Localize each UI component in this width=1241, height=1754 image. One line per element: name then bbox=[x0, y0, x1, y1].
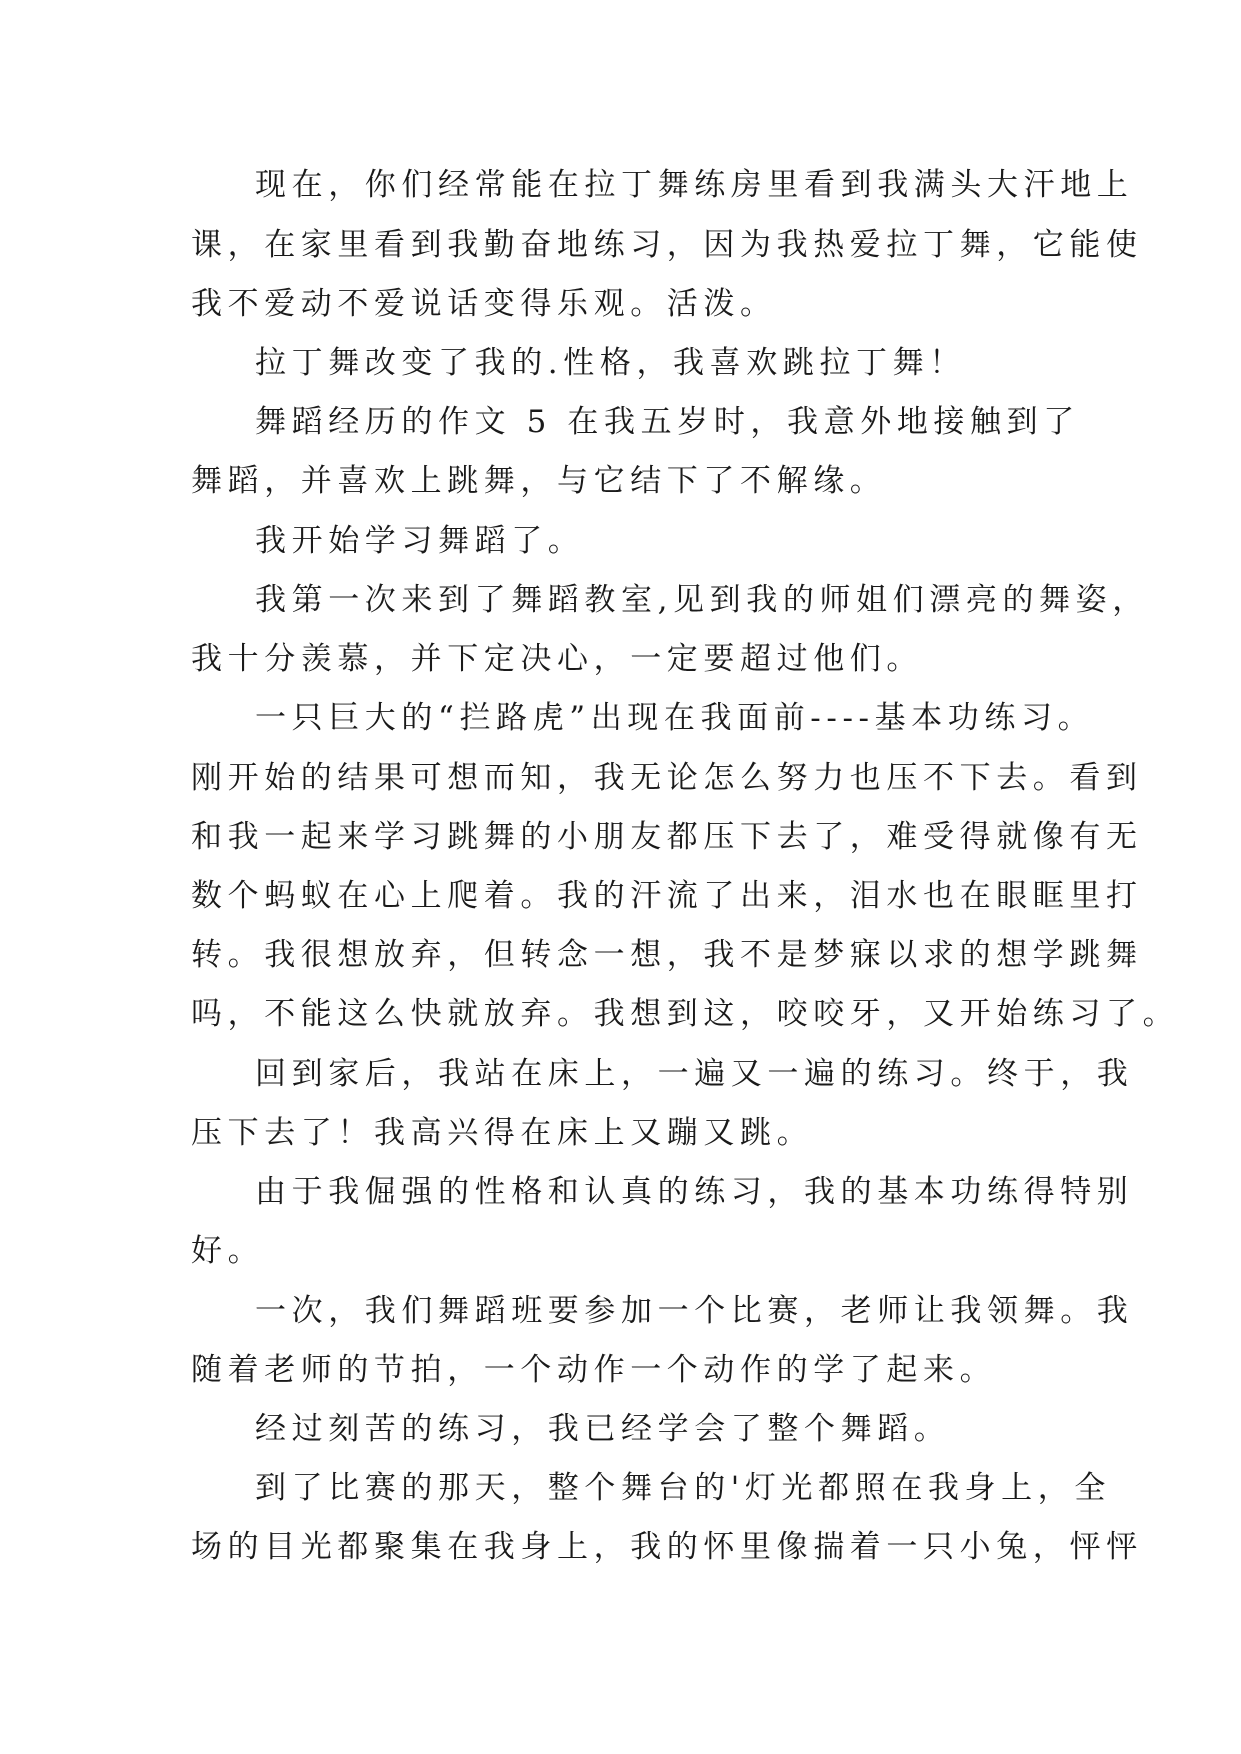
text-line: 我第一次来到了舞蹈教室,见到我的师姐们漂亮的舞姿， bbox=[255, 582, 1149, 618]
text-line: 随着老师的节拍，一个动作一个动作的学了起来。 bbox=[191, 1352, 997, 1388]
text-line: 舞蹈，并喜欢上跳舞，与它结下了不解缘。 bbox=[191, 463, 887, 499]
text-line: 好。 bbox=[191, 1233, 265, 1269]
text-line: 回到家后，我站在床上，一遍又一遍的练习。终于，我 bbox=[255, 1056, 1134, 1092]
text-line: 课，在家里看到我勤奋地练习，因为我热爱拉丁舞，它能使 bbox=[191, 227, 1143, 263]
text-line: 我开始学习舞蹈了。 bbox=[255, 523, 585, 559]
text-line: 经过刻苦的练习，我已经学会了整个舞蹈。 bbox=[255, 1411, 951, 1447]
text-line: 和我一起来学习跳舞的小朋友都压下去了，难受得就像有无 bbox=[191, 819, 1143, 855]
text-line: 我不爱动不爱说话变得乐观。活泼。 bbox=[191, 286, 777, 322]
text-line: 场的目光都聚集在我身上，我的怀里像揣着一只小兔，怦怦 bbox=[191, 1529, 1143, 1565]
text-line: 拉丁舞改变了我的.性格，我喜欢跳拉丁舞！ bbox=[255, 345, 966, 381]
text-line: 现在，你们经常能在拉丁舞练房里看到我满头大汗地上 bbox=[255, 167, 1134, 203]
text-line: 刚开始的结果可想而知，我无论怎么努力也压不下去。看到 bbox=[191, 760, 1143, 796]
text-line: 一只巨大的“拦路虎”出现在我面前----基本功练习。 bbox=[255, 700, 1095, 736]
text-line: 吗，不能这么快就放弃。我想到这，咬咬牙，又开始练习了。 bbox=[191, 996, 1180, 1032]
text-line: 我十分羡慕，并下定决心，一定要超过他们。 bbox=[191, 641, 923, 677]
text-line: 转。我很想放弃，但转念一想，我不是梦寐以求的想学跳舞 bbox=[191, 937, 1143, 973]
text-line: 由于我倔强的性格和认真的练习，我的基本功练得特别 bbox=[255, 1174, 1134, 1210]
text-line: 到了比赛的那天，整个舞台的'灯光都照在我身上，全 bbox=[255, 1470, 1111, 1506]
text-line: 一次，我们舞蹈班要参加一个比赛，老师让我领舞。我 bbox=[255, 1293, 1134, 1329]
text-line: 压下去了！我高兴得在床上又蹦又跳。 bbox=[191, 1115, 814, 1151]
text-line: 舞蹈经历的作文 5 在我五岁时，我意外地接触到了 bbox=[255, 404, 1080, 440]
text-line: 数个蚂蚁在心上爬着。我的汗流了出来，泪水也在眼眶里打 bbox=[191, 878, 1143, 914]
